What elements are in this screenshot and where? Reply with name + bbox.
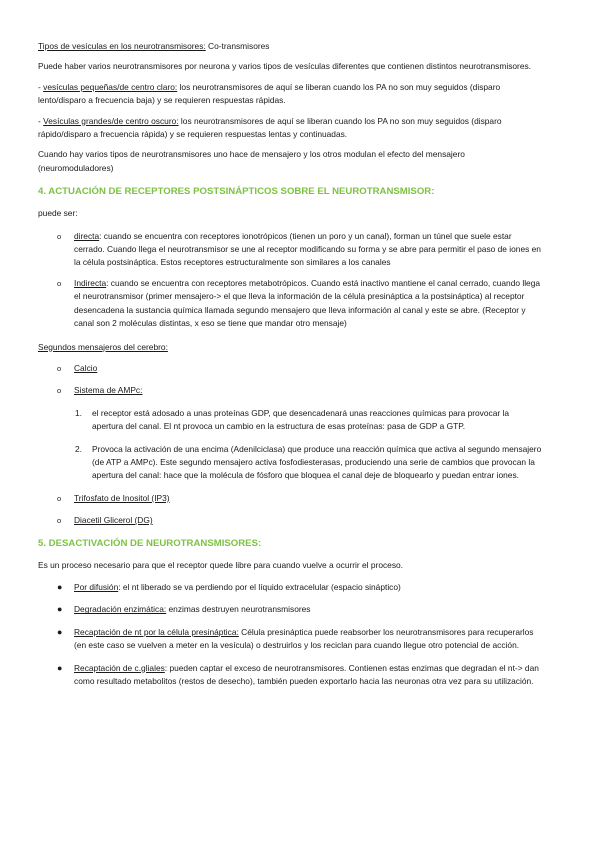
small-vesicles-text: los neurotransmisores de aquí se liberan cuando los PA no son muy seguidos (disparo lento/disparo a frecuencia baja) y se requieren respuestas rápidas. (38, 81, 501, 106)
recaptacion-gliales-term: Recaptación de c.gliales (74, 662, 165, 673)
circle-bullet: o (57, 493, 62, 503)
ampc-step-1-text: el receptor está adosado a unas proteínas GDP, que desencadenará unas reacciones químicas para provocar la apertura del canal. El nt provoca un cambio en la estructura de esas proteínas: pasa de GDP a GTP. (92, 407, 509, 432)
degradacion-item (38, 603, 542, 616)
recaptacion-presinaptica-term: Recaptación de nt por la célula presináptica: (74, 626, 239, 637)
recaptacion-gliales-item (38, 662, 542, 689)
circle-bullet: o (57, 363, 62, 373)
neuromodulators-paragraph: Cuando hay varios tipos de neurotransmisores uno hace de mensajero y los otros modulan el efecto del mensajero (neuromoduladores) (38, 149, 465, 173)
large-vesicles-text: los neurotransmisores de aquí se liberan cuando los PA no son muy seguidos (disparo rápido/disparo a frecuencia rápida) y se requieren respuestas lentas y continuadas. (38, 115, 502, 140)
vesicle-types-title-label: Tipos de vesículas en los neurotransmisores: (38, 41, 206, 51)
intro-paragraph: Puede haber varios neurotransmisores por neurona y varios tipos de vesículas diferentes que contienen distintos neurotransmisores. (38, 61, 532, 72)
directa-text: : cuando se encuentra con receptores ionotrópicos (tienen un poro y un canal), forman un túnel que suele estar cerrado. Cuando llega el neurotransmisor se une al receptor modificando su forma y se abre para permitir el paso de iones en la célula postsináptica. Estos receptores estructuralmente son similares a los canales (74, 230, 541, 268)
recaptacion-gliales-text: : pueden captar el exceso de neurotransmisores. Contienen estas enzimas que degradan el nt-> dan como resultado metabolitos (restos de desecho), también pueden exportarlo hacia las neuronas otra vez para su utilización. (74, 662, 539, 686)
section-5-heading: 5. DESACTIVACIÓN DE NEUROTRANSMISORES: (38, 537, 262, 549)
ip3-item (38, 492, 542, 505)
degradacion-term: Degradación enzimática: (74, 604, 167, 615)
step-number-2: 2. (75, 443, 82, 454)
calcio-label: Calcio (74, 362, 98, 373)
section-4-heading: 4. ACTUACIÓN DE RECEPTORES POSTSINÁPTICOS SOBRE EL NEUROTRANSMISOR: (38, 186, 435, 198)
indirecta-item (38, 277, 542, 331)
circle-bullet: o (57, 231, 62, 241)
ip3-label: Trifosfato de Inositol (IP3) (74, 492, 170, 503)
ampc-step-2 (38, 443, 542, 483)
bullet-dot: ● (57, 604, 63, 615)
ampc-step-2-text: Provoca la activación de una encima (Adenilciclasa) que produce una reacción química que activa al segundo mensajero (de ATP a AMPc). Este segundo mensajero activa fosfodiesterasas, produciendo una serie de cambios que provocan la apertura del canal: hace que la molécula de fósforo que bloquea el canal deje de bloquearlo y puedan entrar iones. (92, 443, 542, 481)
small-vesicles-term: vesículas pequeñas/de centro claro: (43, 81, 178, 92)
large-vesicles-paragraph (38, 115, 542, 142)
difusion-term: Por difusión (74, 581, 119, 592)
dash-marker: - (38, 81, 44, 92)
recaptacion-presinaptica-text: Célula presináptica puede reabsorber los neurotransmisores para recuperarlos (en este caso se vuelven a meter en la vesícula) o destruirlos y los reciclan para cuando llegue otro potencial de acción. (74, 626, 534, 651)
ampc-item (38, 384, 542, 397)
dash-marker: - (38, 115, 44, 126)
step-number-1: 1. (75, 407, 82, 418)
directa-term: directa (74, 230, 100, 241)
vesicle-types-title-suffix: Co-transmisores (205, 41, 270, 51)
vesicle-types-title (38, 40, 542, 53)
dg-item (38, 514, 542, 527)
bullet-dot: ● (57, 626, 63, 637)
small-vesicles-paragraph (38, 81, 542, 108)
difusion-text: : el nt liberado se va perdiendo por el líquido extracelular (espacio sináptico) (118, 581, 401, 592)
directa-item (38, 230, 542, 270)
indirecta-term: Indirecta (74, 277, 107, 288)
degradacion-text: enzimas destruyen neurotransmisores (166, 604, 311, 615)
segundos-mensajeros-title: Segundos mensajeros del cerebro: (38, 341, 168, 352)
calcio-item (38, 362, 542, 375)
bullet-dot: ● (57, 581, 63, 592)
bullet-dot: ● (57, 662, 63, 673)
circle-bullet: o (57, 386, 62, 396)
large-vesicles-term: Vesículas grandes/de centro oscuro: (43, 115, 179, 126)
ampc-step-1 (38, 407, 542, 434)
indirecta-text: : cuando se encuentra con receptores metabotrópicos. Cuando está inactivo mantiene el canal cerrado, cuando llega el neurotransmisor (primer mensajero-> el que lleva la información de la célula presináptica a la postsináptica) al receptor desencadena la sustancia química llamada segundo mensajero que lleva información al canal y este se abre. (Receptor y canal son 2 moléculas distintas, x eso se tiene que mandar otro mensaje) (74, 277, 541, 329)
dg-label: Diacetil Glicerol (DG) (74, 515, 153, 526)
section-5-lead: Es un proceso necesario para que el receptor quede libre para cuando vuelve a ocurrir el proceso. (38, 559, 403, 570)
section-4-lead: puede ser: (38, 208, 78, 219)
recaptacion-presinaptica-item (38, 626, 542, 653)
difusion-item (38, 581, 542, 594)
circle-bullet: o (57, 278, 62, 288)
ampc-label: Sistema de AMPc: (74, 385, 143, 396)
circle-bullet: o (57, 516, 62, 526)
